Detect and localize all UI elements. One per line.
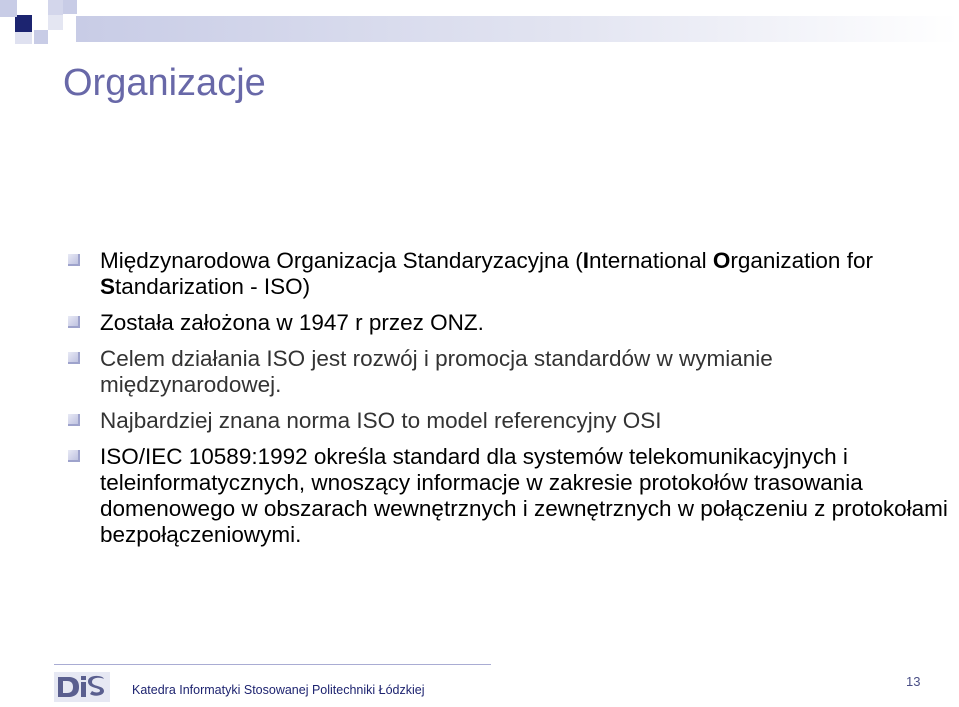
deco-square-dark (15, 15, 32, 32)
bullet-square-icon (68, 254, 80, 266)
bullet-item-iso-name (68, 248, 948, 300)
bullet-text: Najbardziej znana norma ISO to model referencyjny OSI (100, 408, 662, 433)
page-number: 13 (906, 674, 921, 689)
header-decoration (0, 0, 959, 60)
bullet-text: Celem działania ISO jest rozwój i promocja standardów w wymianie międzynarodowej. (100, 346, 773, 397)
deco-square-light (0, 0, 17, 17)
footer-divider (54, 664, 491, 665)
bullet-square-icon (68, 450, 80, 462)
deco-square-light (34, 30, 48, 44)
bullet-text: Międzynarodowa Organizacja Standaryzacyjna (International Organization for Standarization - ISO) (100, 248, 873, 299)
bullet-square-icon (68, 316, 80, 328)
bullet-list (68, 248, 948, 558)
bullet-text: ISO/IEC 10589:1992 określa standard dla systemów telekomunikacyjnych i teleinformatycznych, wnoszący informacje w zakresie protokołów trasowania domenowego w obszarach wewnętrznych i zewnętrznych w połączeniu z protokołami bezpołączeniowymi. (100, 444, 948, 547)
slide-title: Organizacje (63, 62, 266, 104)
bullet-square-icon (68, 352, 80, 364)
deco-square-light (63, 0, 77, 14)
bullet-item-founded (68, 310, 948, 336)
bullet-item-goal (68, 346, 948, 398)
deco-square-light (48, 0, 63, 15)
dis-logo (54, 672, 110, 702)
deco-square-light (15, 32, 32, 44)
deco-square-light (48, 15, 63, 30)
bullet-square-icon (68, 414, 80, 426)
header-gradient-bar (76, 16, 959, 42)
bullet-item-osi (68, 408, 948, 434)
bullet-text: Została założona w 1947 r przez ONZ. (100, 310, 484, 335)
bullet-item-iso-iec (68, 444, 948, 548)
footer-institution: Katedra Informatyki Stosowanej Politechniki Łódzkiej (132, 683, 425, 697)
